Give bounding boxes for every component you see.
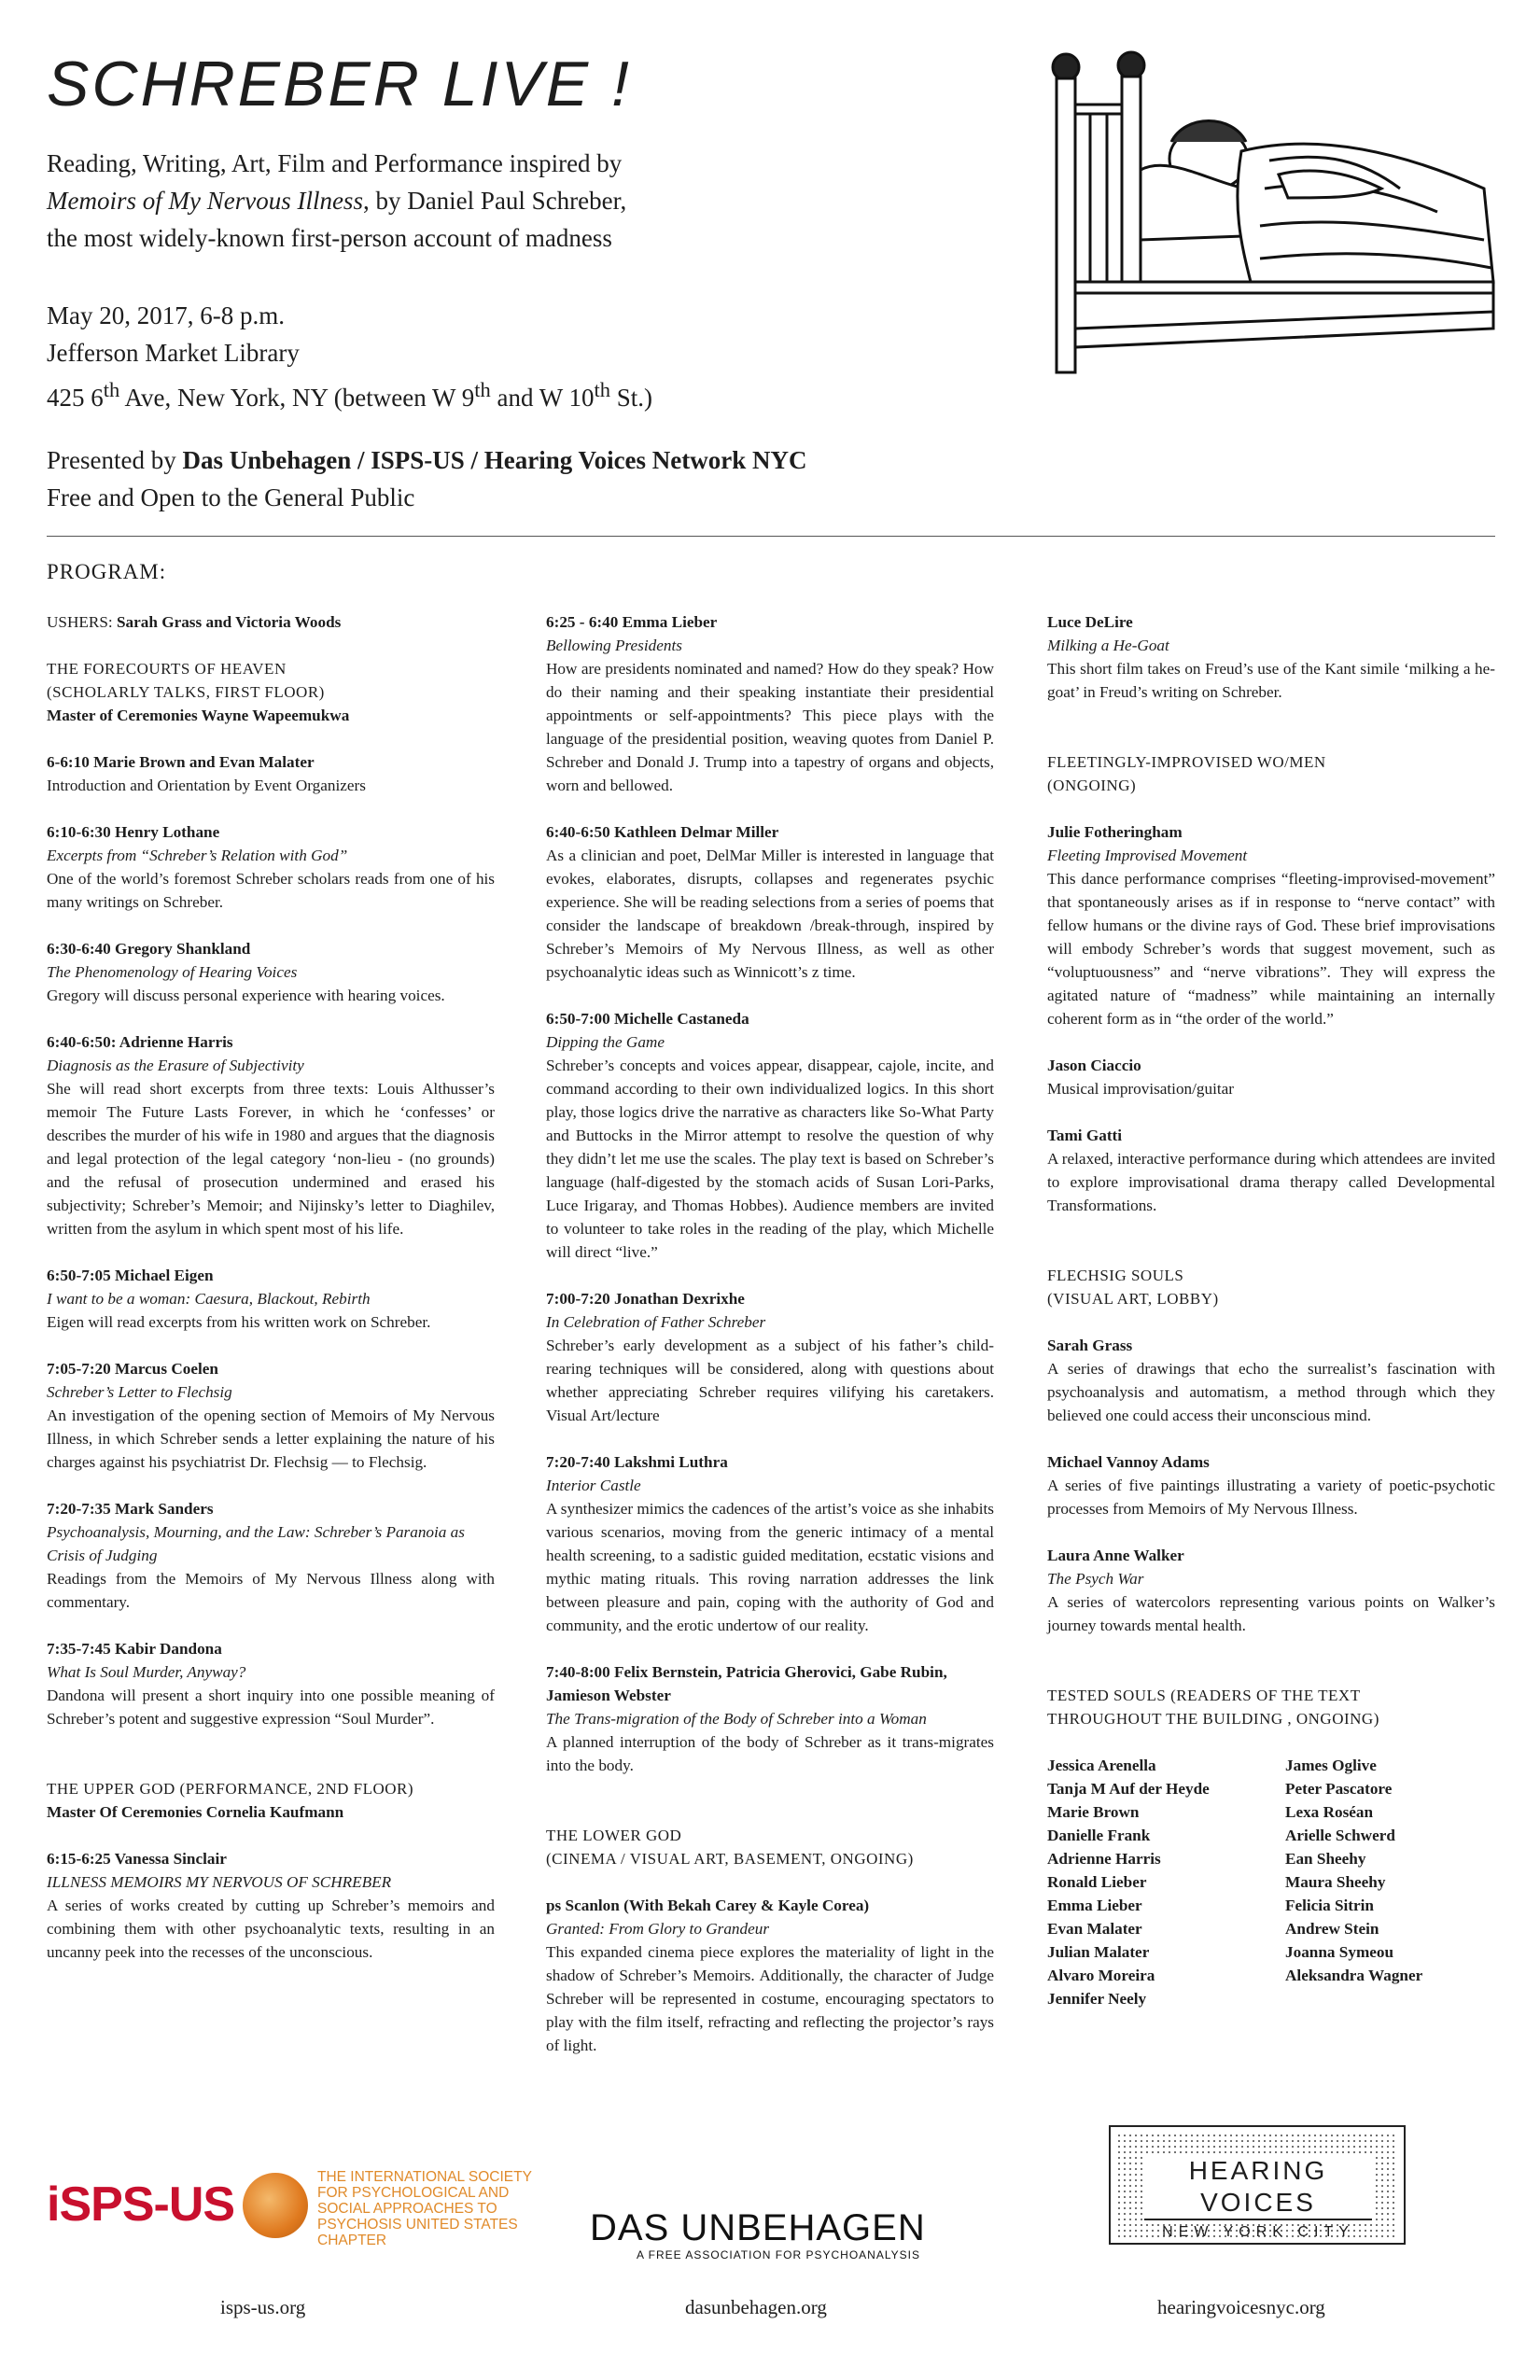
entry-description: A series of watercolors representing various points on Walker’s journey towards mental health.: [1047, 1593, 1495, 1634]
program-column-3: [1047, 610, 1495, 2010]
entry-description: A planned interruption of the body of Schreber as it trans-migrates into the body.: [546, 1733, 994, 1774]
readers-list: [1047, 1754, 1495, 2010]
reader-name: Andrew Stein: [1285, 1920, 1379, 1938]
poster-title: SCHREBER LIVE !: [47, 49, 632, 119]
entry-time-and-presenter: Luce DeLire: [1047, 613, 1133, 631]
hearing-voices-link[interactable]: hearingvoicesnyc.org: [1157, 2296, 1325, 2318]
program-entry: [47, 1030, 495, 1240]
entry-time-and-presenter: Sarah Grass: [1047, 1337, 1133, 1354]
reader-name: Evan Malater: [1047, 1920, 1142, 1938]
reader-name: Peter Pascatore: [1285, 1780, 1393, 1798]
program-entry: [47, 1847, 495, 1964]
reader-name: Danielle Frank: [1047, 1827, 1151, 1844]
program-entry: [546, 610, 994, 797]
entry-time-and-presenter: 6:50-7:05 Michael Eigen: [47, 1267, 214, 1284]
program-entry: [47, 1497, 495, 1614]
section-subtitle: (ONGOING): [1047, 777, 1137, 794]
entry-description: How are presidents nominated and named? How do they speak? How do their naming and their speaking instantiate their presidential appointments or self-appointments? This piece plays with the language of the presidential position, weaving quotes from Daniel P. Schreber and Donald J. Trump into a tapestry of organs and objects, worn and bellowed.: [546, 660, 994, 794]
program-list: [47, 1847, 495, 1964]
entry-description: She will read short excerpts from three texts: Louis Althusser’s memoir The Future Lasts Forever, in which he ‘confesses’ or describes the murder of his wife in 1980 and argues that the diagnosis and legal protection of the legal category ‘non-lieu - (no grounds) and the refusal of prosecution undermined and erased his subjectivity; Schreber’s Memoir; and Nijinsky’s letter to Diaghilev, written from the asylum in which spent most of his life.: [47, 1080, 495, 1238]
entry-description: This expanded cinema piece explores the materiality of light in the shadow of Schreber’s Memoirs. Additionally, the character of Judge Schreber will be represented in costume, encouraging spectators to play with the film itself, refracting and reflecting the projector’s rays of light.: [546, 1943, 994, 2054]
das-unbehagen-tagline: A FREE ASSOCIATION FOR PSYCHOANALYSIS: [637, 2248, 920, 2261]
section-title: THE LOWER GOD: [546, 1827, 682, 1844]
isps-wordmark: iSPS-US: [47, 2177, 235, 2232]
reader-name: Ronald Lieber: [1047, 1873, 1147, 1891]
entry-time-and-presenter: 7:00-7:20 Jonathan Dexrixhe: [546, 1290, 745, 1308]
entry-time-and-presenter: 7:20-7:40 Lakshmi Luthra: [546, 1453, 728, 1471]
entry-description: Dandona will present a short inquiry into one possible meaning of Schreber’s potent and suggestive expression “Soul Murder”.: [47, 1687, 495, 1728]
program-column-1: [47, 610, 495, 1987]
address-part: 425 6: [47, 384, 104, 412]
entry-time-and-presenter: 7:35-7:45 Kabir Dandona: [47, 1640, 222, 1658]
entry-description: Gregory will discuss personal experience with hearing voices.: [47, 987, 445, 1004]
reader-name: Joanna Symeou: [1285, 1943, 1394, 1961]
entry-time-and-presenter: Tami Gatti: [1047, 1127, 1123, 1144]
entry-work-title: In Celebration of Father Schreber: [546, 1313, 766, 1331]
program-entry: [546, 1287, 994, 1427]
das-unbehagen-logo: [590, 2207, 963, 2261]
entry-description: Schreber’s early development as a subject of his father’s child-rearing techniques will be considered, along with questions about whether appreciating Schreber requires vilifying his caretakers. Visual Art/lecture: [546, 1337, 994, 1424]
entry-description: This dance performance comprises “fleeting-improvised-movement” that spontaneously arises as if in response to “nerve contact” with fellow humans or the divine rays of God. These brief improvisations will embody Schreber’s words that suggest movement, such as “voluptuousness” and “nerve vibrations”. They will express the agitated nature of “madness” while maintaining an internally coherent form as in “the order of the world.”: [1047, 870, 1495, 1028]
reader-name: Emma Lieber: [1047, 1897, 1142, 1914]
address-sup: th: [594, 378, 610, 401]
program-entry: [1047, 1054, 1495, 1100]
program-entry: [546, 1660, 994, 1777]
reader-name: Adrienne Harris: [1047, 1850, 1161, 1868]
reader-name: Ean Sheehy: [1285, 1850, 1366, 1868]
entry-time-and-presenter: 7:40-8:00 Felix Bernstein, Patricia Gherovici, Gabe Rubin, Jamieson Webster: [546, 1663, 947, 1704]
entry-time-and-presenter: Jason Ciaccio: [1047, 1057, 1141, 1074]
entry-time-and-presenter: 6:30-6:40 Gregory Shankland: [47, 940, 251, 958]
program-entry: [47, 937, 495, 1007]
entry-time-and-presenter: 6:15-6:25 Vanessa Sinclair: [47, 1850, 227, 1868]
entry-work-title: Granted: From Glory to Grandeur: [546, 1920, 770, 1938]
event-address: [47, 371, 1027, 416]
ushers-label: USHERS:: [47, 613, 117, 631]
hearing-voices-logo: [1109, 2125, 1406, 2245]
section-title: FLEETINGLY-IMPROVISED WO/MEN: [1047, 753, 1326, 771]
entry-work-title: Dipping the Game: [546, 1033, 665, 1051]
entry-time-and-presenter: 7:20-7:35 Mark Sanders: [47, 1500, 214, 1518]
section-title: TESTED SOULS (READERS OF THE TEXT: [1047, 1687, 1361, 1704]
entry-description: An investigation of the opening section of Memoirs of My Nervous Illness, in which Schreber sends a letter explaining the nature of his charges against his psychiatrist Dr. Flechsig — to Flechsig.: [47, 1407, 495, 1471]
admission-note: Free and Open to the General Public: [47, 483, 415, 511]
bed-illustration: [1045, 49, 1503, 386]
program-list: [1047, 1334, 1495, 1637]
entry-time-and-presenter: Julie Fotheringham: [1047, 823, 1183, 841]
program-entry: [546, 1894, 994, 2057]
entry-time-and-presenter: 6:25 - 6:40 Emma Lieber: [546, 613, 718, 631]
entry-description: As a clinician and poet, DelMar Miller is interested in language that evokes, elaborates, disrupts, collapses and regenerates psychic experience. She will be reading selections from a series of poems that consider the landscape of breakdown /break-through, inspired by Schreber’s Memoirs of My Nervous Illness, as well as other psychoanalytic ideas such as Winnicott’s z time.: [546, 847, 994, 981]
reader-name: Marie Brown: [1047, 1803, 1140, 1821]
readers-column-right: [1285, 1754, 1481, 2010]
book-author: , by Daniel Paul Schreber,: [362, 187, 627, 215]
entry-work-title: Diagnosis as the Erasure of Subjectivity: [47, 1057, 304, 1074]
readers-column-left: [1047, 1754, 1243, 2010]
presenter-names: Das Unbehagen / ISPS-US / Hearing Voices Network NYC: [182, 446, 807, 474]
entry-work-title: The Phenomenology of Hearing Voices: [47, 963, 298, 981]
entry-time-and-presenter: Laura Anne Walker: [1047, 1547, 1184, 1564]
entry-description: One of the world’s foremost Schreber scholars reads from one of his many writings on Schreber.: [47, 870, 495, 911]
entry-time-and-presenter: 6:40-6:50 Kathleen Delmar Miller: [546, 823, 779, 841]
entry-time-and-presenter: 7:05-7:20 Marcus Coelen: [47, 1360, 218, 1378]
ushers-names: Sarah Grass and Victoria Woods: [116, 613, 342, 631]
entry-time-and-presenter: 6:50-7:00 Michelle Castaneda: [546, 1010, 749, 1028]
reader-name: Maura Sheehy: [1285, 1873, 1386, 1891]
address-sup: th: [103, 378, 120, 401]
entry-work-title: The Trans-migration of the Body of Schreber into a Woman: [546, 1710, 927, 1728]
entry-description: A series of five paintings illustrating a variety of poetic-psychotic processes from Memoirs of My Nervous Illness.: [1047, 1477, 1495, 1518]
address-part: and W 10: [490, 384, 595, 412]
das-unbehagen-wordmark: DAS UNBEHAGEN: [590, 2207, 926, 2248]
program-entry: [1047, 1334, 1495, 1427]
address-sup: th: [474, 378, 491, 401]
isps-us-link[interactable]: isps-us.org: [220, 2296, 306, 2318]
presented-by: [47, 441, 1073, 479]
program-entry: [1047, 610, 1495, 704]
program-heading: PROGRAM:: [47, 560, 167, 583]
entry-description: This short film takes on Freud’s use of the Kant simile ‘milking a he-goat’ in Freud’s writing on Schreber.: [1047, 660, 1495, 701]
entry-description: Introduction and Orientation by Event Organizers: [47, 777, 366, 794]
section-subtitle: (VISUAL ART, LOBBY): [1047, 1290, 1219, 1308]
program-entry: [546, 1450, 994, 1637]
section-title: THE UPPER GOD (PERFORMANCE, 2ND FLOOR): [47, 1780, 414, 1798]
entry-description: Musical improvisation/guitar: [1047, 1080, 1235, 1098]
section-title: THE FORECOURTS OF HEAVEN: [47, 660, 287, 678]
entry-time-and-presenter: Michael Vannoy Adams: [1047, 1453, 1210, 1471]
description-line-1: Reading, Writing, Art, Film and Performance inspired by: [47, 149, 623, 177]
address-part: Ave, New York, NY (between W 9: [119, 384, 475, 412]
event-venue: Jefferson Market Library: [47, 339, 300, 367]
entry-work-title: Excerpts from “Schreber’s Relation with God”: [47, 847, 348, 864]
program-entry: [47, 1357, 495, 1474]
hearing-voices-text: [1144, 2155, 1372, 2240]
program-entry: [1047, 1124, 1495, 1217]
program-entry: [1047, 1450, 1495, 1520]
entry-work-title: I want to be a woman: Caesura, Blackout, Rebirth: [47, 1290, 371, 1308]
entry-description: Eigen will read excerpts from his written work on Schreber.: [47, 1313, 431, 1331]
entry-work-title: Fleeting Improvised Movement: [1047, 847, 1248, 864]
section-subtitle: (CINEMA / VISUAL ART, BASEMENT, ONGOING): [546, 1850, 914, 1868]
entry-time-and-presenter: 6:40-6:50: Adrienne Harris: [47, 1033, 233, 1051]
address-part: St.): [610, 384, 653, 412]
program-list: [1047, 610, 1495, 704]
isps-tagline: THE INTERNATIONAL SOCIETY FOR PSYCHOLOGICAL AND SOCIAL APPROACHES TO PSYCHOSIS UNITED STATES CHAPTER: [317, 2169, 532, 2248]
reader-name: Alvaro Moreira: [1047, 1967, 1155, 1984]
entry-work-title: The Psych War: [1047, 1570, 1144, 1588]
hearing-voices-title: HEARING VOICES: [1144, 2155, 1372, 2220]
reader-name: James Oglive: [1285, 1757, 1377, 1774]
entry-time-and-presenter: 6-6:10 Marie Brown and Evan Malater: [47, 753, 315, 771]
master-of-ceremonies: Master Of Ceremonies Cornelia Kaufmann: [47, 1803, 344, 1821]
program-entry: [546, 1007, 994, 1264]
program-entry: [1047, 820, 1495, 1030]
program-entry: [47, 1637, 495, 1730]
entry-work-title: Bellowing Presidents: [546, 637, 682, 654]
program-entry: [1047, 1544, 1495, 1637]
section-subtitle: THROUGHOUT THE BUILDING , ONGOING): [1047, 1710, 1379, 1728]
reader-name: Julian Malater: [1047, 1943, 1150, 1961]
header-divider: [47, 536, 1495, 537]
program-entry: [546, 820, 994, 984]
entry-work-title: ILLNESS MEMOIRS MY NERVOUS OF SCHREBER: [47, 1873, 392, 1891]
reader-name: Jessica Arenella: [1047, 1757, 1156, 1774]
section-title: FLECHSIG SOULS: [1047, 1267, 1184, 1284]
entry-work-title: What Is Soul Murder, Anyway?: [47, 1663, 246, 1681]
description-line-3: the most widely-known first-person account of madness: [47, 224, 612, 252]
entry-description: Schreber’s concepts and voices appear, disappear, cajole, incite, and command according to their own individualized logics. In this short play, those logics drive the narrative as characters like So-What Party and Buttocks in the Mirror attempt to resolve the question of why they didn’t let me use the scales. The play text is based on Schreber’s language (half-digested by the stomach acids of Susan Lori-Parks, Luce Irigaray, and Thomas Hobbes). Audience members are invited to volunteer to take roles in the reading of the play, which Michelle will direct “live.”: [546, 1057, 994, 1261]
entry-work-title: Schreber’s Letter to Flechsig: [47, 1383, 232, 1401]
program-entry: [47, 750, 495, 797]
hearing-voices-subtitle: NEW YORK CITY: [1162, 2224, 1354, 2240]
das-unbehagen-link[interactable]: dasunbehagen.org: [685, 2296, 827, 2318]
entry-description: A series of drawings that echo the surrealist’s fascination with psychoanalysis and automatism, a method through which they believed one could access their unconscious mind.: [1047, 1360, 1495, 1424]
program-entry: [47, 820, 495, 914]
reader-name: Felicia Sitrin: [1285, 1897, 1374, 1914]
program-list: [546, 1894, 994, 2057]
event-description: [47, 145, 1027, 257]
entry-work-title: Milking a He-Goat: [1047, 637, 1169, 654]
program-entry: [47, 1264, 495, 1334]
globe-icon: [243, 2173, 308, 2238]
entry-description: A synthesizer mimics the cadences of the artist’s voice as she inhabits various scenarios, moving from the generic intimacy of a mental health screening, to a sadistic guided meditation, ecstatic visions and mythic mating rituals. This roving narration addresses the link between pleasure and pain, coping with the authority of God and community, and the erotic undertow of our reality.: [546, 1500, 994, 1634]
section-subtitle: (SCHOLARLY TALKS, FIRST FLOOR): [47, 683, 325, 701]
program-list: [546, 610, 994, 1777]
entry-work-title: Interior Castle: [546, 1477, 641, 1494]
entry-description: A relaxed, interactive performance during which attendees are invited to explore improvisational drama therapy called Developmental Transformations.: [1047, 1150, 1495, 1214]
entry-time-and-presenter: 6:10-6:30 Henry Lothane: [47, 823, 220, 841]
entry-time-and-presenter: ps Scanlon (With Bekah Carey & Kayle Corea): [546, 1897, 870, 1914]
presented-prefix: Presented by: [47, 446, 183, 474]
program-list: [1047, 820, 1495, 1217]
event-details: [47, 297, 1027, 416]
master-of-ceremonies: Master of Ceremonies Wayne Wapeemukwa: [47, 707, 350, 724]
reader-name: Tanja M Auf der Heyde: [1047, 1780, 1210, 1798]
event-date: May 20, 2017, 6-8 p.m.: [47, 301, 285, 329]
description-line-2: [47, 182, 1027, 219]
book-title: Memoirs of My Nervous Illness: [47, 187, 363, 215]
ushers-line: [47, 610, 495, 634]
presenters-block: [47, 441, 1073, 516]
entry-description: Readings from the Memoirs of My Nervous Illness along with commentary.: [47, 1570, 495, 1611]
program-list: [47, 750, 495, 1730]
entry-work-title: Psychoanalysis, Mourning, and the Law: Schreber’s Paranoia as Crisis of Judging: [47, 1523, 465, 1564]
reader-name: Arielle Schwerd: [1285, 1827, 1395, 1844]
program-column-2: [546, 610, 994, 2080]
isps-us-logo: [47, 2165, 532, 2251]
reader-name: Lexa Roséan: [1285, 1803, 1374, 1821]
reader-name: Aleksandra Wagner: [1285, 1967, 1423, 1984]
reader-name: Jennifer Neely: [1047, 1990, 1147, 2008]
entry-description: A series of works created by cutting up Schreber’s memoirs and combining them with other psychoanalytic texts, resulting in an uncanny peek into the recesses of the unconscious.: [47, 1897, 495, 1961]
